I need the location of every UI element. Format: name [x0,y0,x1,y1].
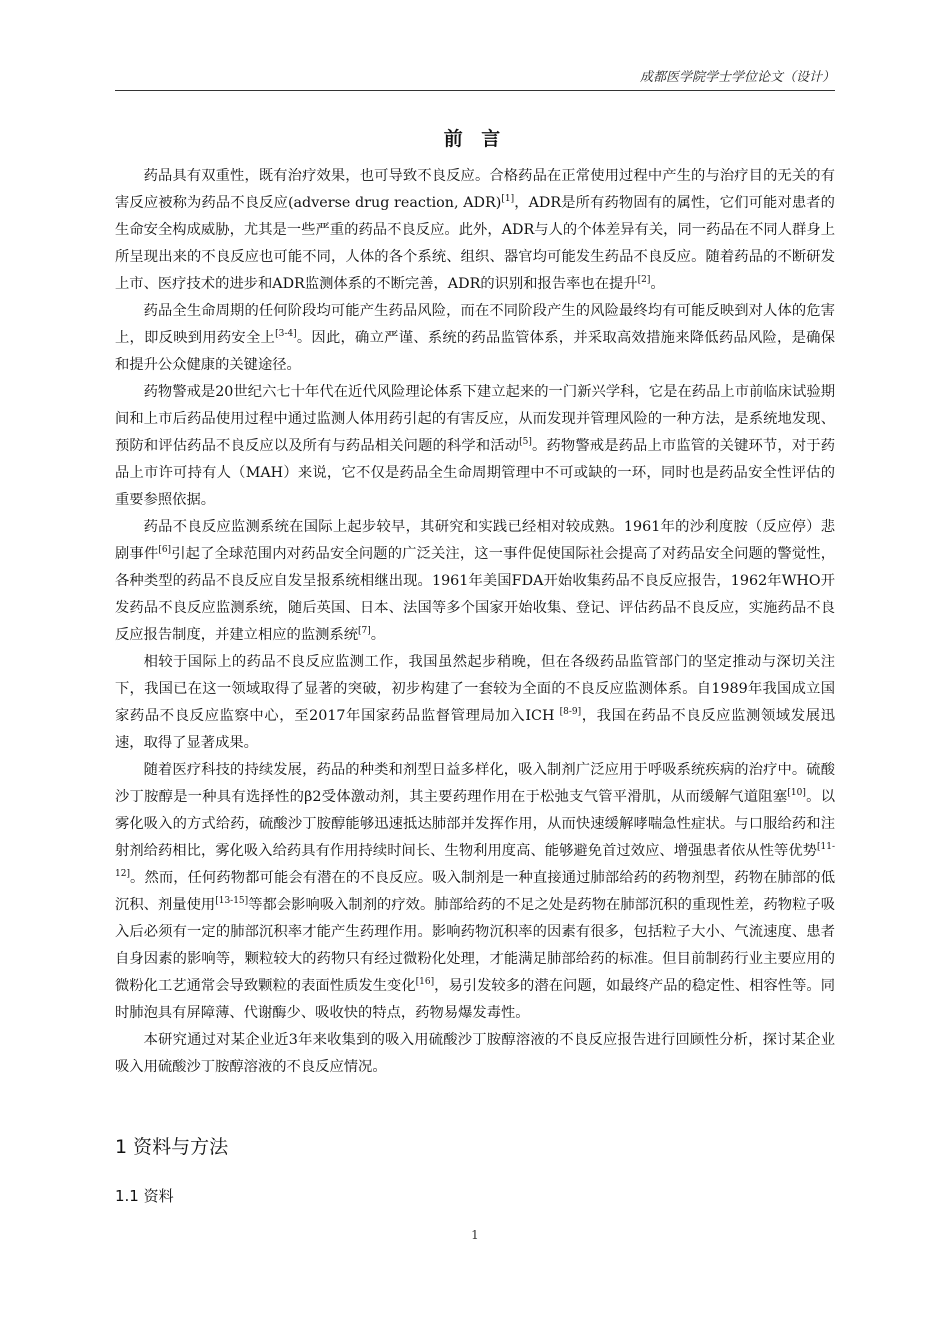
text-run: 药品具有双重性，既有治疗效果，也可导致不良反应。合格药品在正常使用过程中产生的与治疗目的无关的有害反应被称为药品不良反应(adverse drug reaction, ADR) [115,168,835,211]
text-run: 。以雾化吸入的方式给药，硫酸沙丁胺醇能够迅速抵达肺部并发挥作用，从而快速缓解哮喘急性症状。与口服给药和注射剂给药相比，雾化吸入给药具有作用持续时间长、生物利用度高、能够避免首过效应、增强患者依从性等优势 [115,789,836,859]
text-run: 。 [370,627,386,643]
text-run: ，我国在药品不良反应监测领域发展迅速，取得了显著成果。 [115,708,836,751]
running-header: 成都医学院学士学位论文（设计） [639,70,835,85]
citation: [6] [158,545,172,556]
citation: [7] [358,626,371,637]
text-run: ，ADR是所有药物固有的属性，它们可能对患者的生命安全构成威胁，尤其是一些严重的药品不良反应。此外，ADR与人的个体差异有关，同一药品在不同人群身上所呈现出来的不良反应也可能不同，人体的各个系统、组织、器官均可能发生药品不良反应。随着药品的不断研发上市、医疗技术的进步和ADR监测体系的不断完善，ADR的识别和报告率也在提升 [115,195,835,292]
text-run: 本研究通过对某企业近3年来收集到的吸入用硫酸沙丁胺醇溶液的不良反应报告进行回顾性分析，探讨某企业吸入用硫酸沙丁胺醇溶液的不良反应情况。 [115,1032,835,1075]
citation: [8-9] [559,707,582,718]
text-run: ，易引发较多的潜在问题，如最终产品的稳定性、相容性等。同时肺泡具有屏障薄、代谢酶少、吸收快的特点，药物易爆发毒性。 [115,978,836,1021]
paragraph-3 [115,379,835,514]
text-run: 随着医疗科技的持续发展，药品的种类和剂型日益多样化，吸入制剂广泛应用于呼吸系统疾病的治疗中。硫酸沙丁胺醇是一种具有选择性的β2受体激动剂，其主要药理作用在于松弛支气管平滑肌，从而缓解气道阻塞 [115,762,835,805]
citation: [13-15] [215,896,249,907]
body-text [115,163,835,1081]
paragraph-7 [115,1027,835,1081]
text-run: 等都会影响吸入制剂的疗效。肺部给药的不足之处是药物在肺部沉积的重现性差，药物粒子吸入后必须有一定的肺部沉积率才能产生药理作用。影响药物沉积率的因素有很多，包括粒子大小、气流速度、患者自身因素的影响等，颗粒较大的药物只有经过微粉化处理，才能满足肺部给药的标准。但目前制药行业主要应用的微粉化工艺通常会导致颗粒的表面性质发生变化 [115,897,836,994]
section-heading: 1 资料与方法 [115,1136,229,1158]
text-run: 。因此，确立严谨、系统的药品监管体系，并采取高效措施来降低药品风险，是确保和提升公众健康的关键途径。 [115,330,836,373]
citation: [2] [637,275,651,286]
paragraph-5 [115,649,835,757]
paragraph-6 [115,757,835,1027]
text-run: 。然而，任何药物都可能会有潜在的不良反应。吸入制剂是一种直接通过肺部给药的药物剂型，药物在肺部的低沉积、剂量使用 [115,870,835,913]
text-run: 引起了全球范围内对药品安全问题的广泛关注，这一事件促使国际社会提高了对药品安全问题的警觉性，各种类型的药品不良反应自发呈报系统相继出现。1961年美国FDA开始收集药品不良反应报告，1962年WHO开发药品不良反应监测系统，随后英国、日本、法国等多个国家开始收集、登记、评估药品不良反应，实施药品不良反应报告制度，并建立相应的监测系统 [115,546,836,643]
citation: [16] [415,977,435,988]
citation: [11-12] [115,842,835,880]
paragraph-2 [115,298,835,379]
text-run: 药品全生命周期的任何阶段均可能产生药品风险，而在不同阶段产生的风险最终均有可能反映到对人体的危害上，即反映到用药安全上 [115,303,835,346]
page-title: 前 言 [443,128,507,150]
citation: [3-4] [275,329,297,340]
citation: [1] [501,194,515,205]
text-run: 。药物警戒是药品上市监管的关键环节，对于药品上市许可持有人（MAH）来说，它不仅是药品全生命周期管理中不可或缺的一环，同时也是药品安全性评估的重要参照依据。 [115,438,835,508]
text-run: 药物警戒是20世纪六七十年代在近代风险理论体系下建立起来的一门新兴学科，它是在药品上市前临床试验期间和上市后药品使用过程中通过监测人体用药引起的有害反应，从而发现并管理风险的一种方法，是系统地发现、预防和评估药品不良反应以及所有与药品相关问题的科学和活动 [115,384,835,454]
text-run: 。 [650,276,665,292]
text-run: 相较于国际上的药品不良反应监测工作，我国虽然起步稍晚，但在各级药品监管部门的坚定推动与深切关注下，我国已在这一领域取得了显著的突破，初步构建了一套较为全面的不良反应监测体系。自1989年我国成立国家药品不良反应监察中心，至2017年国家药品监督管理局加入ICH [115,654,835,724]
paragraph-1 [115,163,835,298]
citation: [10] [787,788,806,799]
page-number: 1 [471,1228,479,1242]
subsection-heading: 1.1 资料 [115,1187,174,1205]
header-rule [115,90,835,91]
text-run: 药品不良反应监测系统在国际上起步较早，其研究和实践已经相对较成熟。1961年的沙利度胺（反应停）悲剧事件 [115,519,835,562]
citation: [5] [519,437,532,448]
paragraph-4 [115,514,835,649]
